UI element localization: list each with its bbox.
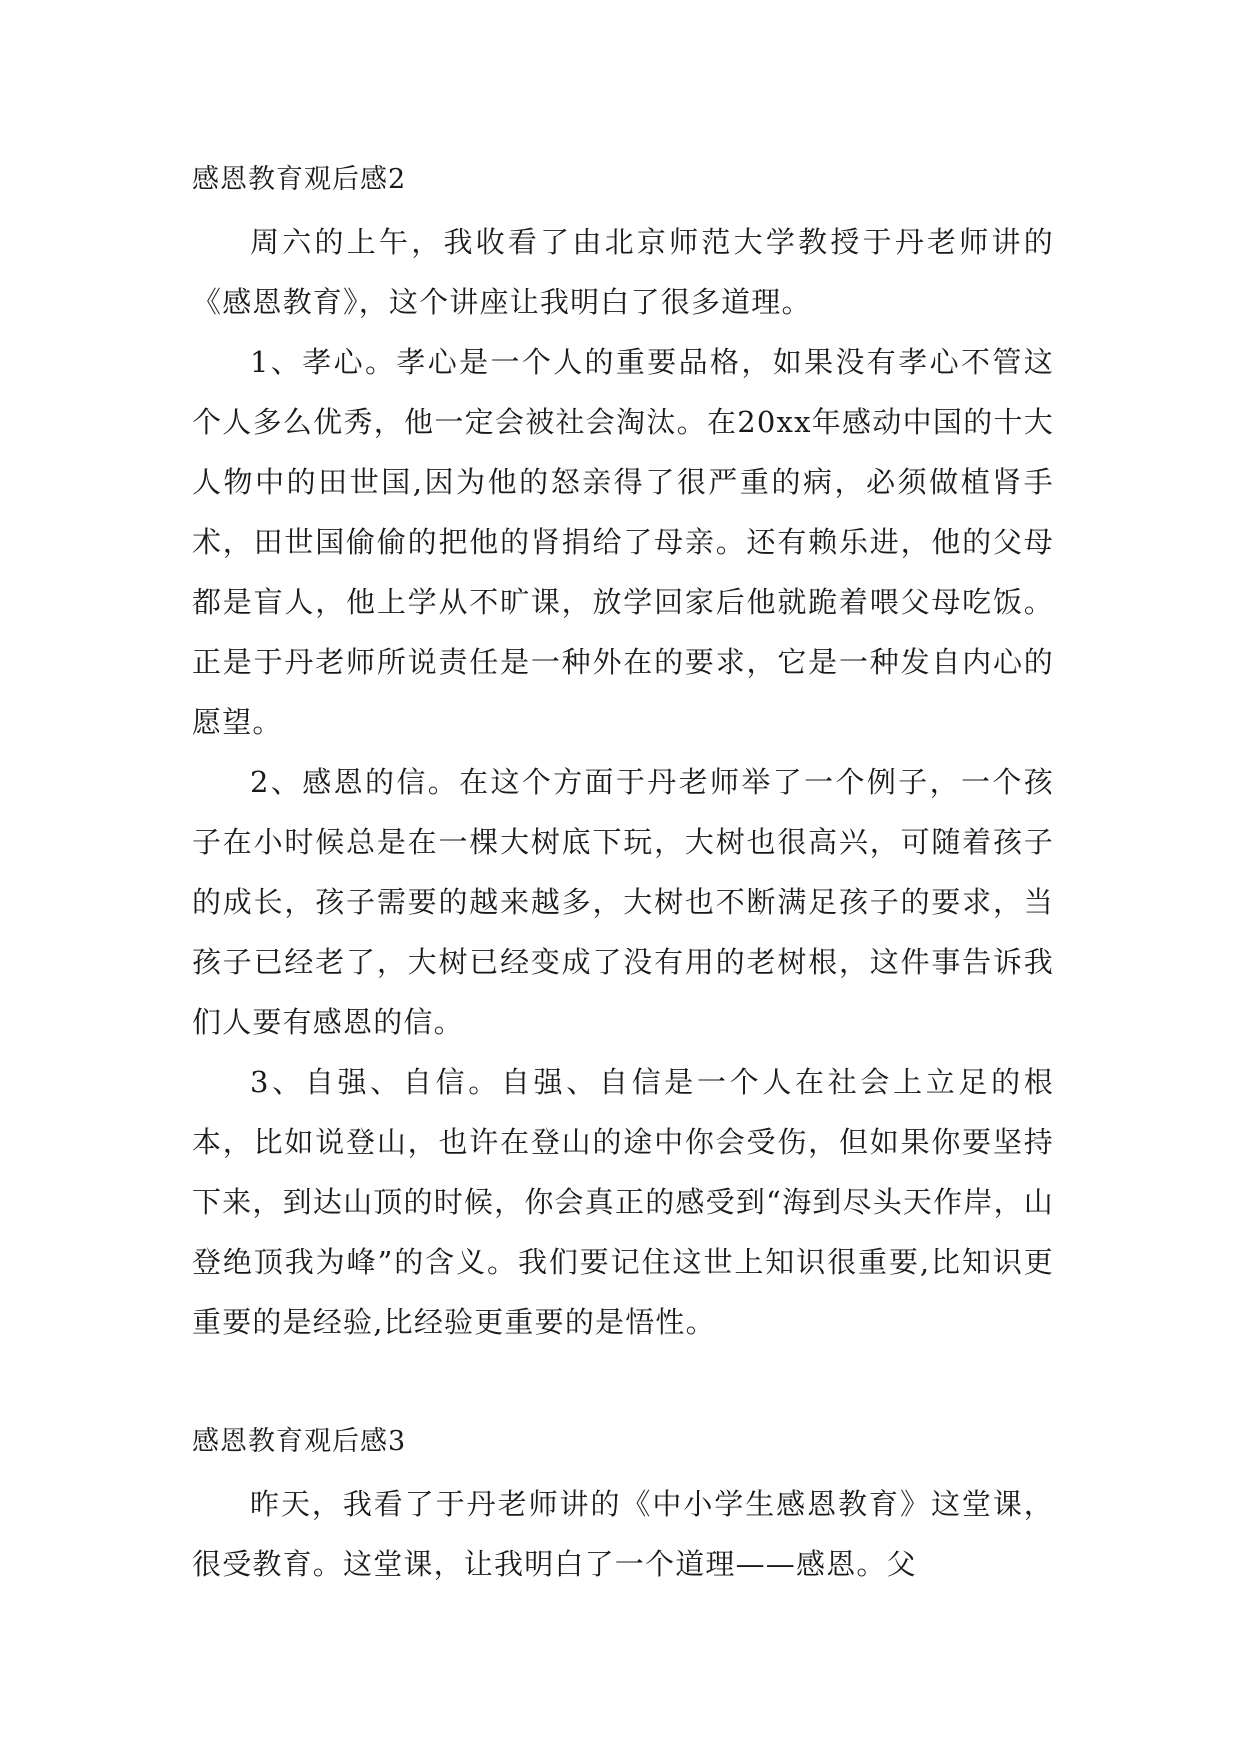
paragraph-point-2: 2、感恩的信。在这个方面于丹老师举了一个例子，一个孩子在小时候总是在一棵大树底下玩，大树也很高兴，可随着孩子的成长，孩子需要的越来越多，大树也不断满足孩子的要求，当孩子已经老了，大树已经变成了没有用的老树根，这件事告诉我们人要有感恩的信。: [192, 765, 1054, 1039]
essay-section-2: [192, 162, 1054, 1352]
paragraph-intro: 周六的上午，我收看了由北京师范大学教授于丹老师讲的《感恩教育》，这个讲座让我明白了很多道理。: [192, 225, 1054, 319]
essay-section-3: [192, 1424, 1054, 1594]
document-body: [192, 162, 1054, 1594]
paragraph-point-1: 1、孝心。孝心是一个人的重要品格，如果没有孝心不管这个人多么优秀，他一定会被社会淘汰。在20xx年感动中国的十大人物中的田世国,因为他的怒亲得了很严重的病，必须做植肾手术，田世国偷偷的把他的肾捐给了母亲。还有赖乐进，他的父母都是盲人，他上学从不旷课，放学回家后他就跪着喂父母吃饭。正是于丹老师所说责任是一种外在的要求，它是一种发自内心的愿望。: [192, 345, 1054, 739]
paragraph-intro: 昨天，我看了于丹老师讲的《中小学生感恩教育》这堂课，很受教育。这堂课，让我明白了一个道理——感恩。父: [192, 1487, 1054, 1581]
section-spacer: [192, 1352, 1054, 1424]
section-title: 感恩教育观后感3: [192, 1426, 407, 1457]
paragraph-point-3: 3、自强、自信。自强、自信是一个人在社会上立足的根本，比如说登山，也许在登山的途中你会受伤，但如果你要坚持下来，到达山顶的时候，你会真正的感受到“海到尽头天作岸，山登绝顶我为峰”的含义。我们要记住这世上知识很重要,比知识更重要的是经验,比经验更重要的是悟性。: [192, 1065, 1054, 1339]
section-title: 感恩教育观后感2: [192, 164, 407, 195]
